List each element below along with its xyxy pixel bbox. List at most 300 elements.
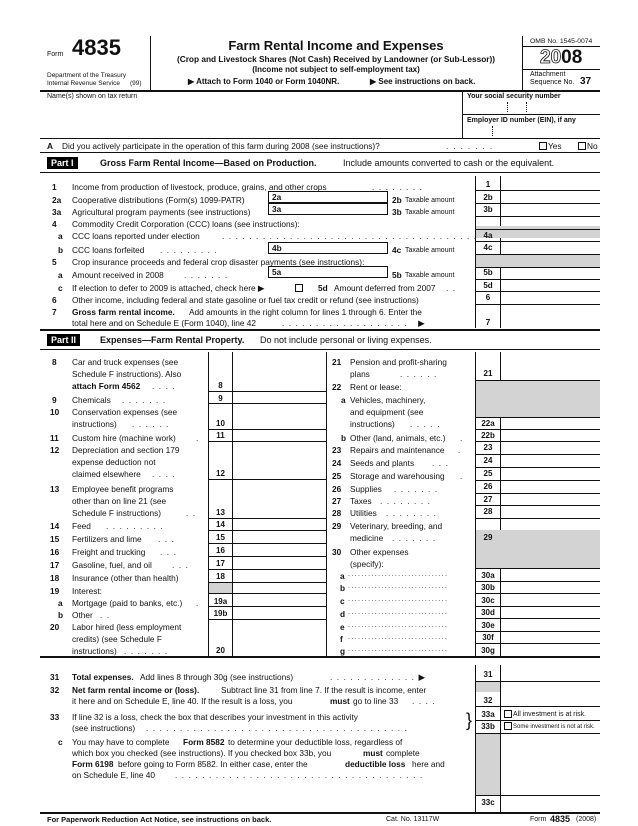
line-7-text2: total here and on Schedule E (Form 1040), line 42 — [72, 318, 257, 328]
box-label: 6 — [485, 293, 491, 302]
line-dots: .............▶ — [330, 672, 430, 682]
line-num: 25 — [332, 471, 342, 481]
line-text: Other — [72, 610, 93, 620]
box-label: 29 — [483, 533, 493, 542]
describe-line[interactable]: .............................. — [348, 609, 449, 616]
line-text: Chemicals — [72, 395, 111, 405]
box-label: 5d — [483, 281, 493, 290]
line-1-amount[interactable] — [501, 178, 600, 189]
line-dots: ...................................... — [222, 231, 481, 241]
line-24-amount[interactable] — [501, 455, 600, 466]
line-dots: ................... ▶ — [282, 318, 429, 328]
describe-line[interactable]: .............................. — [348, 622, 449, 629]
line-5d-amount[interactable] — [501, 280, 600, 291]
line-text: claimed elsewhere — [72, 469, 141, 479]
line-30c-row — [340, 596, 476, 607]
line-30c-amount[interactable] — [501, 594, 600, 605]
line-text: Vehicles, machinery, — [350, 395, 426, 405]
footer-year: (2008) — [576, 816, 597, 823]
line-num: 11 — [50, 433, 59, 443]
line-dots: ... — [158, 534, 179, 544]
inner-box-label: 4b — [272, 243, 282, 253]
box-label: 21 — [483, 369, 493, 378]
box-label: 15 — [216, 533, 225, 542]
line-num: 31 — [50, 672, 60, 682]
line-num: 20 — [50, 622, 60, 632]
line-dots: .. — [446, 283, 460, 293]
line-num: a — [58, 231, 63, 241]
line-num: b — [58, 245, 64, 255]
line-text: Pension and profit-sharing — [350, 357, 447, 367]
ssn-label: Your social security number — [467, 93, 561, 100]
line-text: Labor hired (less employment — [72, 622, 182, 632]
line-22b-amount[interactable] — [501, 430, 600, 441]
line-dots: ... — [172, 560, 193, 570]
box-label: 24 — [483, 456, 493, 465]
line-4-text: Commodity Credit Corporation (CCC) loans (see instructions): — [72, 219, 300, 229]
line-16-amount[interactable] — [233, 545, 326, 555]
line-30d-amount[interactable] — [501, 607, 600, 618]
line-32-text2: it here and on Schedule E, line 40. If the result is a loss, you — [72, 696, 293, 706]
line-7-text: Add amounts in the right column for lines 1 through 6. Enter the — [189, 307, 422, 317]
form-number: 4835 — [72, 35, 121, 60]
line-32-must: must — [330, 696, 350, 706]
line-text: attach Form 4562 — [72, 381, 141, 391]
line-32-bold: Net farm rental income or (loss). — [72, 685, 200, 695]
side-text: Amount deferred from 2007 — [334, 283, 436, 293]
no-checkbox[interactable] — [578, 142, 586, 150]
line-num: 21 — [332, 357, 342, 367]
part2-title-rest: Do not include personal or living expenses. — [260, 335, 432, 345]
line-4a-amount[interactable] — [501, 230, 600, 241]
box-label: 30g — [481, 646, 495, 655]
line-num: a — [58, 270, 63, 280]
some-not-at-risk-checkbox[interactable] — [504, 722, 512, 730]
box-label: 30e — [481, 621, 495, 630]
footer-form-label: Form — [530, 816, 547, 823]
box-label: 10 — [216, 419, 225, 428]
side-text: Taxable amount — [405, 197, 455, 204]
describe-line[interactable]: .............................. — [348, 596, 449, 603]
line-17-amount[interactable] — [233, 558, 326, 568]
inner-box-label: 2a — [272, 192, 282, 202]
line-33c-deductible: deductible loss — [345, 759, 406, 769]
line-num: 17 — [50, 560, 60, 570]
line-text: Car and truck expenses (see — [72, 357, 179, 367]
box-label: 20 — [216, 646, 225, 655]
box-label: 14 — [216, 520, 225, 529]
line-num: e — [340, 622, 345, 632]
box-label: 9 — [218, 394, 223, 403]
line-33c-text: before going to Form 8582. In either case, enter the — [118, 759, 308, 769]
line-num: 26 — [332, 484, 342, 494]
line-dots: ... — [160, 547, 181, 557]
line-6-amount[interactable] — [501, 292, 600, 303]
question-a-letter: A — [47, 141, 53, 151]
box-label: 4c — [483, 243, 493, 252]
see-instructions: ▶ See instructions on back. — [370, 77, 476, 86]
line-15-amount[interactable] — [233, 532, 326, 542]
part2-title: Expenses—Farm Rental Property. — [100, 335, 245, 345]
catalog-number: Cat. No. 13117W — [386, 816, 440, 823]
dept-line2: Internal Revenue Service — [47, 80, 120, 87]
line-num: 7 — [52, 307, 57, 317]
line-5a-text: Amount received in 2008 — [72, 270, 164, 280]
side-num: 3b — [392, 207, 402, 217]
box-label: 16 — [216, 546, 225, 555]
line-num: 12 — [50, 445, 60, 455]
line-8-amount[interactable] — [233, 381, 326, 391]
line-33c-text: You may have to complete — [72, 737, 170, 747]
line-num: 18 — [50, 573, 60, 583]
line-3a-amount[interactable] — [268, 203, 388, 215]
side-num: 5d — [318, 283, 328, 293]
line-num: 22 — [332, 382, 342, 392]
box-label: 22a — [481, 419, 495, 428]
box-label: 30f — [482, 633, 494, 642]
line-12-amount[interactable] — [233, 468, 326, 478]
line-text: Income from production of livestock, produce, grains, and other crops — [72, 182, 327, 192]
line-33c-amount[interactable] — [501, 796, 600, 811]
line-text: credits) (see Schedule F — [72, 634, 162, 644]
line-dots: ..... — [410, 419, 445, 429]
line-text: Other (land, animals, etc.) — [350, 433, 446, 443]
line-21-amount[interactable] — [501, 368, 600, 379]
line-33c-text: to determine your deductible loss, regardless of — [228, 737, 403, 747]
line-7-amount[interactable] — [501, 314, 600, 327]
line-text: Rent or lease: — [350, 382, 402, 392]
line-22a-amount[interactable] — [501, 418, 600, 429]
box-label: 1 — [485, 180, 491, 189]
tax-year-bold: 08 — [561, 47, 583, 68]
line-25-amount[interactable] — [501, 468, 600, 479]
tax-year — [540, 48, 582, 68]
line-13-amount[interactable] — [233, 507, 326, 517]
line-28-amount[interactable] — [501, 506, 600, 517]
line-text: expense deduction not — [72, 457, 156, 467]
line-text: plans — [350, 369, 370, 379]
line-33c-text: here and — [412, 759, 445, 769]
attachment-label: Attachment — [530, 71, 566, 78]
names-input[interactable] — [46, 103, 456, 136]
line-10-amount[interactable] — [233, 418, 326, 428]
box-label: 22b — [481, 431, 495, 440]
line-dots: ....... — [392, 533, 440, 543]
line-num: b — [340, 583, 346, 593]
line-text: Storage and warehousing — [350, 471, 445, 481]
line-num: 3a — [52, 207, 62, 217]
part1-tag: Part I — [47, 157, 78, 169]
line-num: 33 — [50, 712, 60, 722]
side-num: 4c — [392, 245, 402, 255]
line-30e-row — [340, 622, 476, 633]
line-num: b — [58, 610, 64, 620]
line-30b-amount[interactable] — [501, 582, 600, 593]
line-14-amount[interactable] — [233, 519, 326, 529]
line-num: g — [340, 646, 346, 656]
line-text: Cooperative distributions (Form(s) 1099-PATR) — [72, 195, 245, 205]
box-label: 8 — [218, 381, 223, 390]
line-dots: . — [196, 598, 203, 608]
dept-line1: Department of the Treasury — [47, 72, 127, 79]
line-6-text: Other income, including federal and state gasoline or fuel tax credit or refund (see instructions) — [72, 295, 419, 305]
box-label: 30d — [481, 608, 495, 617]
line-23-amount[interactable] — [501, 442, 600, 453]
line-text: Freight and trucking — [72, 547, 146, 557]
line-num: a — [340, 571, 345, 581]
line-num: b — [341, 433, 347, 443]
line-31-bold: Total expenses. — [72, 672, 134, 682]
box-label: 27 — [483, 495, 493, 504]
box-label: 19a — [213, 597, 228, 606]
line-30a-amount[interactable] — [501, 570, 600, 581]
line-dots: ....... — [124, 646, 172, 656]
line-dots: ....... — [122, 395, 170, 405]
line-30b-row — [340, 583, 476, 594]
line-dots: ...... — [132, 419, 173, 429]
line-text: medicine — [350, 533, 384, 543]
line-32-text: Subtract line 31 from line 7. If the result is income, enter — [221, 685, 427, 695]
box-label: 26 — [483, 482, 493, 491]
question-a-text: Did you actively participate in the operation of this farm during 2008 (see instructions)? — [62, 141, 380, 151]
line-num: 2a — [52, 195, 62, 205]
line-num: c — [340, 596, 345, 606]
box-label: 2b — [483, 193, 493, 202]
line-text: Agricultural program payments (see instructions) — [72, 207, 251, 217]
line-19b-amount[interactable] — [233, 608, 326, 618]
line-num: 29 — [332, 521, 342, 531]
line-dots: .... — [152, 469, 180, 479]
line-num: d — [340, 609, 346, 619]
line-text: Gasoline, fuel, and oil — [72, 560, 152, 570]
line-num: a — [341, 395, 346, 405]
line-dots: . — [460, 433, 463, 443]
line-dots: ........ — [386, 508, 441, 518]
describe-line[interactable]: .............................. — [348, 646, 449, 653]
attach-instruction: ▶ Attach to Form 1040 or Form 1040NR. — [188, 77, 340, 86]
line-3b-amount[interactable] — [501, 204, 600, 215]
line-33c-text: on Schedule E, line 40 — [72, 770, 156, 780]
line-num: 1 — [52, 182, 57, 192]
line-text: instructions) — [350, 419, 395, 429]
paperwork-notice: For Paperwork Reduction Act Notice, see instructions on back. — [47, 815, 272, 824]
ssn-input[interactable] — [464, 102, 600, 114]
line-30f-amount[interactable] — [501, 632, 600, 643]
line-dots: . — [460, 471, 463, 481]
box-label: 18 — [216, 572, 225, 581]
box-label: 25 — [483, 469, 493, 478]
line-text: Depreciation and section 179 — [72, 445, 180, 455]
line-text: Employee benefit programs — [72, 484, 174, 494]
line-5-text: Crop insurance proceeds and federal crop disaster payments (see instructions): — [72, 257, 365, 267]
yes-label: Yes — [548, 141, 562, 151]
line-dots: .... — [152, 381, 180, 391]
line-text: Fertilizers and lime — [72, 534, 142, 544]
all-at-risk-label: All investment is at risk. — [513, 711, 587, 718]
form-note: (Income not subject to self-employment tax) — [252, 65, 420, 74]
line-num: 24 — [332, 458, 342, 468]
line-text: Mortgage (paid to banks, etc.) — [72, 598, 183, 608]
all-at-risk-checkbox[interactable] — [504, 710, 512, 718]
line-num: 16 — [50, 547, 60, 557]
box-label: 30a — [481, 571, 495, 580]
describe-line[interactable]: .............................. — [348, 583, 449, 590]
no-label: No — [587, 141, 598, 151]
line-num: 5 — [52, 257, 57, 267]
box-label: 23 — [483, 443, 493, 452]
line-num: c — [58, 737, 63, 747]
line-33c-form6198: Form 6198 — [72, 759, 114, 769]
line-num: c — [58, 283, 63, 293]
line-11-amount[interactable] — [233, 430, 326, 440]
line-text: Repairs and maintenance — [350, 445, 445, 455]
line-dots: ........ — [380, 496, 435, 506]
line-31-text: Add lines 8 through 30g (see instructions) — [140, 672, 294, 682]
box-label: 17 — [216, 559, 225, 568]
tax-year-outline: 20 — [540, 47, 562, 68]
line-text: instructions) — [72, 419, 117, 429]
dept-code: (99) — [130, 80, 142, 87]
line-text: Conservation expenses (see — [72, 407, 178, 417]
box-label: 30b — [481, 583, 495, 592]
line-dots: ....... — [184, 270, 232, 280]
line-dots: .. — [186, 508, 200, 518]
line-30a-row — [340, 571, 476, 582]
line-5a-amount[interactable] — [268, 266, 388, 278]
line-33-text2: (see instructions) — [72, 723, 136, 733]
side-text: Taxable amount — [405, 247, 455, 254]
box-label: 28 — [483, 507, 493, 516]
line-text: Seeds and plants — [350, 458, 415, 468]
line-33-text: If line 32 is a loss, check the box that describes your investment in this activity — [72, 712, 358, 722]
line-dots: ........ — [372, 182, 427, 192]
line-num: 9 — [52, 395, 57, 405]
line-text: and equipment (see — [350, 407, 424, 417]
line-text: Supplies — [350, 484, 382, 494]
line-dots: ...... — [400, 369, 441, 379]
line-dots: ..................................... — [175, 770, 427, 780]
line-26-amount[interactable] — [501, 481, 600, 492]
line-text: Custom hire (machine work) — [72, 433, 176, 443]
line-33c-must: must — [363, 748, 383, 758]
box-label: 13 — [216, 508, 225, 517]
line-text: other than on line 21 (see — [72, 496, 167, 506]
line-2b-amount[interactable] — [501, 191, 600, 202]
box-label: 31 — [483, 670, 493, 679]
line-18-amount[interactable] — [233, 571, 326, 581]
line-num: 13 — [50, 484, 60, 494]
part1-title-rest: Include amounts converted to cash or the equivalent. — [343, 158, 555, 168]
line-4a-text: CCC loans reported under election — [72, 231, 200, 241]
ein-input[interactable] — [464, 126, 600, 137]
box-label: 11 — [216, 431, 225, 440]
line-num: a — [58, 598, 63, 608]
line-5b-amount[interactable] — [501, 268, 600, 279]
line-4b-text: CCC loans forfeited — [72, 245, 145, 255]
line-num: 15 — [50, 534, 60, 544]
footer-form-number: 4835 — [550, 814, 571, 824]
line-30f-row — [340, 634, 476, 645]
line-num: 23 — [332, 445, 342, 455]
line-num: 14 — [50, 521, 60, 531]
line-text: Schedule F instructions). Also — [72, 369, 182, 379]
names-label: Name(s) shown on tax return — [47, 93, 138, 100]
line-31-amount[interactable] — [501, 668, 600, 680]
sequence-number: 37 — [580, 76, 592, 87]
box-label: 7 — [485, 318, 491, 327]
describe-line[interactable]: .............................. — [348, 634, 449, 641]
line-text: Veterinary, breeding, and — [350, 521, 443, 531]
line-20-amount[interactable] — [233, 645, 326, 655]
form-title: Farm Rental Income and Expenses — [228, 38, 444, 53]
line-30e-amount[interactable] — [501, 619, 600, 630]
line-4c-amount[interactable] — [501, 242, 600, 253]
yes-checkbox[interactable] — [539, 142, 547, 150]
side-text: Taxable amount — [405, 209, 455, 216]
line-2a-amount[interactable] — [268, 191, 388, 203]
line-num: 27 — [332, 496, 342, 506]
defer-election-checkbox[interactable] — [295, 284, 303, 292]
part2-tag: Part II — [47, 334, 80, 346]
part1-title: Gross Farm Rental Income—Based on Production. — [100, 158, 317, 168]
some-not-at-risk-label: Some investment is not at risk. — [513, 724, 595, 730]
line-27-amount[interactable] — [501, 494, 600, 505]
line-19a-amount[interactable] — [233, 595, 326, 605]
line-33c-text: complete — [386, 748, 420, 758]
box-label: 33a — [481, 710, 495, 719]
side-text: Taxable amount — [405, 272, 455, 279]
line-dots: ......... — [160, 245, 222, 255]
line-num: 19 — [50, 586, 60, 596]
form-label: Form — [47, 51, 64, 58]
box-label: 4a — [483, 231, 493, 240]
side-num: 2b — [392, 195, 402, 205]
line-33c-text: which box you checked (see instructions). If you checked box 33b, you — [72, 748, 332, 758]
line-text: (specify): — [350, 559, 384, 569]
line-num: 32 — [50, 685, 60, 695]
brace: } — [466, 710, 473, 730]
inner-box-label: 5a — [272, 267, 282, 277]
line-text: Feed — [72, 521, 91, 531]
line-32-text2c: go to line 33 — [353, 696, 399, 706]
line-dots: ....... — [394, 484, 442, 494]
box-label: 33b — [481, 722, 495, 731]
line-dots: .... — [412, 696, 440, 706]
line-num: 10 — [50, 407, 60, 417]
box-label: 3b — [483, 205, 493, 214]
line-dots: ....................................... — [146, 723, 412, 733]
line-num: f — [340, 634, 343, 644]
line-5c-text: If election to defer to 2009 is attached, check here ▶ — [72, 283, 265, 293]
line-num: 28 — [332, 508, 342, 518]
line-text: Other expenses — [350, 547, 409, 557]
box-label: 12 — [216, 469, 225, 478]
line-num: 4 — [52, 219, 57, 229]
ein-label: Employer ID number (EIN), if any — [467, 117, 576, 124]
describe-line[interactable]: .............................. — [348, 571, 449, 578]
box-label: 5b — [483, 268, 493, 277]
line-text: Interest: — [72, 586, 102, 596]
line-29-amount[interactable] — [501, 531, 600, 542]
line-9-amount[interactable] — [233, 393, 326, 403]
line-4b-amount[interactable] — [268, 242, 388, 254]
line-text: Insurance (other than health) — [72, 573, 179, 583]
line-text: instructions) — [72, 646, 117, 656]
line-dots: ......... — [106, 521, 168, 531]
sequence-label: Sequence No. — [530, 79, 575, 86]
line-32-amount[interactable] — [501, 693, 600, 705]
line-30g-amount[interactable] — [501, 645, 600, 656]
